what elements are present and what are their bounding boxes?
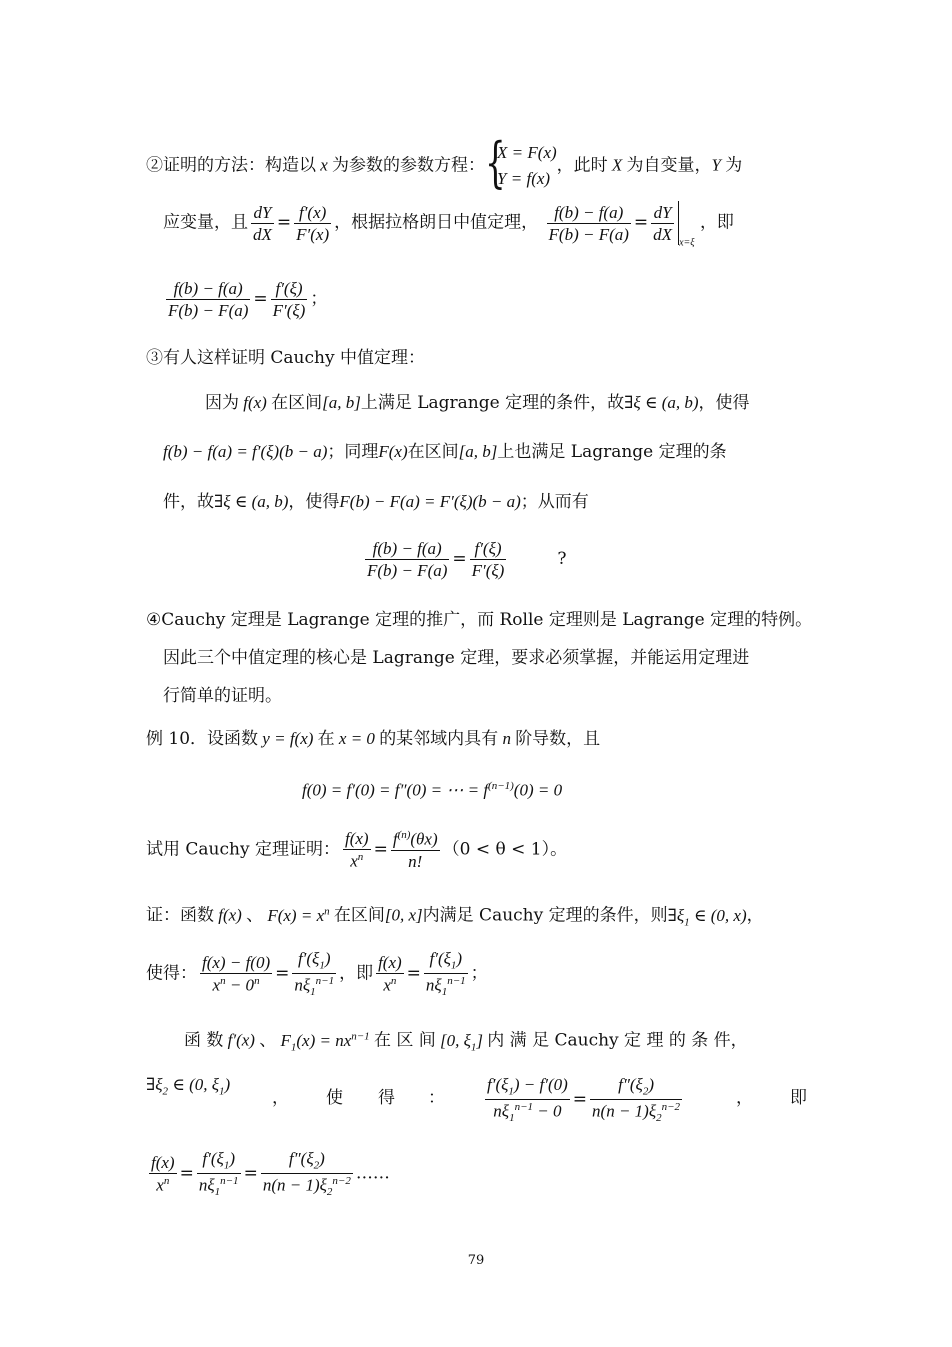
paragraph-cauchy-generalization: ④Cauchy 定理是 Lagrange 定理的推广，而 Rolle 定理则是 Lagrange 定理的特例。 (146, 610, 813, 630)
paragraph-someone-proves: ③有人这样证明 Cauchy 中值定理： (146, 348, 425, 368)
paragraph-simple-proof: 行简单的证明。 (163, 686, 282, 706)
formula-questionable-result: $\frac{f(b) - f(a)}{F(b) - F(a)}$ = $\frac{f'(\xi)}{F'(\xi)}$ ? (367, 539, 567, 580)
proof-step-2: 函 数 f′(x) 、 $F_1(x) = nx^{n-1}$ 在 区 间 [0, $\xi_1$] 内 满 足 Cauchy 定 理 的 条 件， (184, 1030, 748, 1054)
proof-chain-formula: $\frac{f(x)}{x^n}$ = $\frac{f'(\xi_1)}{n\xi_1^{n-1}}$ = $\frac{f''(\xi_2)}{n(n - 1)\xi_2^{n-2}}$ …… (151, 1149, 390, 1199)
proof-step-2-formula: $\exists\xi_2$ ∈ (0, $\xi_1$) ， 使 得 ： $\frac{f'(\xi_1) - f'(0)}{n\xi_1^{n-1} - 0}$ = $\frac{f''(\xi_2)}{n(n - 1)\xi_2^{n-2}}$ ， 即 (146, 1075, 807, 1125)
proof-step-1: 证：函数 f(x) 、 $F(x) = x^n$ 在区间[0, x]内满足 Cauchy 定理的条件，则$\exists\xi_1$ ∈ (0, x)， (146, 905, 764, 929)
paragraph-because: 因为 f(x) 在区间[a, b]上满足 Lagrange 定理的条件，故∃ξ ∈ (a, b)，使得 (205, 393, 750, 413)
paragraph-dependent-variable: 应变量，且 $\frac{dY}{dX}$ = $\frac{f'(x)}{F'(x)}$ ，根据拉格朗日中值定理， $\frac{f(b) - f(a)}{F(b) - F(a)}$ = $\frac{dY}{dX}$ $_{x=\xi}$ ，即 (163, 202, 734, 249)
paragraph-therefore: 件，故∃ξ ∈ (a, b)，使得F(b) − F(a) = F′(ξ)(b − a)；从而有 (163, 492, 589, 512)
formula-cauchy-result: $\frac{f(b) - f(a)}{F(b) - F(a)}$ = $\frac{f'(\xi)}{F'(\xi)}$ ； (168, 279, 328, 320)
formula-dy-dx: $\frac{dY}{dX}$ (253, 202, 272, 244)
page-number: 79 (467, 1253, 485, 1268)
formula-lagrange-ratio: $\frac{f(b) - f(a)}{F(b) - F(a)}$ (548, 202, 629, 244)
parametric-system: { X = F(x) Y = f(x) (485, 131, 557, 194)
paragraph-core-theorem: 因此三个中值定理的核心是 Lagrange 定理，要求必须掌握，并能运用定理进 (163, 648, 750, 668)
proof-step-1-formula: 使得： $\frac{f(x) - f(0)}{x^n - 0^n}$ = $\frac{f'(\xi_1)}{n\xi_1^{n-1}}$ ，即 $\frac{f(x)}{x^n}$ = $\frac{f'(\xi_1)}{n\xi_1^{n-1}}$ ； (146, 949, 488, 999)
paragraph-prove-using-cauchy: 试用 Cauchy 定理证明： $\frac{f(x)}{x^n}$ = $\frac{f^{(n)}(\theta x)}{n!}$ （0 < θ < 1）。 (146, 829, 568, 871)
paragraph-proof-method: ②证明的方法：构造以 x 为参数的参数方程： { X = F(x) Y = f(x)，此时 X 为自变量，Y 为 (146, 131, 743, 194)
example-10-statement: 例 10．设函数 y = f(x) 在 x = 0 的某邻域内具有 n 阶导数，且 (146, 729, 601, 749)
formula-derivatives-zero: f(0) = f′(0) = f″(0) = ⋯ = $f^{(n-1)}(0) = 0$ (302, 780, 563, 800)
paragraph-similarly: f(b) − f(a) = f′(ξ)(b − a)；同理F(x)在区间[a, b]上也满足 Lagrange 定理的条 (163, 442, 727, 462)
